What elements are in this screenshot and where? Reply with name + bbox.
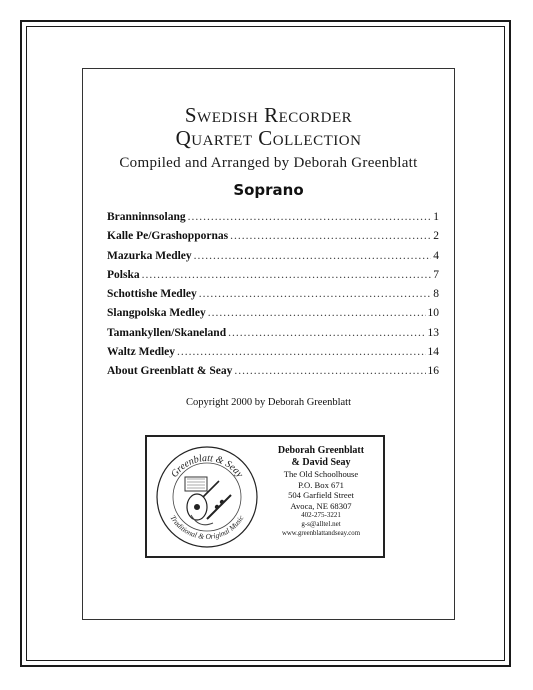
toc-entry [107, 269, 439, 288]
toc-page: 14 [427, 346, 439, 359]
greenblatt-seay-logo [151, 441, 263, 553]
toc-title: Tamankyllen/Skaneland [107, 326, 227, 339]
toc-page: 1 [433, 211, 439, 223]
toc-leader [234, 365, 425, 377]
toc-page: 13 [427, 326, 439, 339]
part-name: Soprano [233, 181, 304, 199]
toc-title: Waltz Medley [107, 346, 176, 359]
email-address: g-s@alltel.net [301, 520, 341, 528]
toc-leader [208, 307, 426, 319]
subtitle: Compiled and Arranged by Deborah Greenblatt [119, 155, 418, 171]
toc-entry [107, 211, 439, 230]
toc-page: 7 [433, 268, 439, 281]
toc-leader [188, 211, 432, 223]
toc-title: Branninnsolang [107, 211, 186, 223]
toc-title: Slangpolska Medley [107, 307, 206, 320]
toc-entry [107, 327, 439, 346]
svg-text:Traditional & Original Music: Traditional & Original Music [168, 513, 246, 542]
address-line: Avoca, NE 68307 [290, 500, 352, 511]
toc-leader [228, 327, 425, 339]
toc-page: 10 [427, 307, 439, 320]
phone-number: 402-275-3221 [301, 511, 341, 519]
table-of-contents [107, 211, 439, 385]
title-line-2: Quartet Collection [175, 126, 362, 150]
title-line-1: Swedish Recorder [184, 103, 353, 127]
toc-entry [107, 307, 439, 326]
toc-leader [199, 288, 431, 300]
toc-page: 16 [427, 365, 439, 378]
toc-entry [107, 288, 439, 307]
contact-info [259, 445, 383, 538]
toc-title: Mazurka Medley [107, 249, 192, 262]
website-url: www.greenblattandseay.com [281, 530, 360, 537]
toc-entry [107, 230, 439, 249]
toc-title: Schottishe Medley [107, 288, 197, 301]
toc-title: About Greenblatt & Seay [107, 365, 233, 378]
toc-page: 2 [433, 230, 439, 243]
svg-text:Greenblatt & Seay: Greenblatt & Seay [168, 452, 246, 480]
toc-leader [142, 269, 432, 281]
toc-leader [194, 250, 432, 262]
title-page [82, 68, 455, 620]
address-line: The Old Schoolhouse [283, 469, 359, 479]
address-line: P.O. Box 671 [298, 479, 344, 490]
business-card [145, 435, 385, 558]
toc-entry [107, 250, 439, 269]
toc-entry [107, 346, 439, 365]
copyright-notice: Copyright 2000 by Deborah Greenblatt [185, 397, 352, 408]
contact-name-2: & David Seay [291, 457, 351, 468]
toc-leader [230, 230, 431, 242]
toc-title: Kalle Pe/Grashoppornas [107, 230, 229, 243]
contact-name-1: Deborah Greenblatt [277, 445, 365, 456]
address-line: 504 Garfield Street [288, 490, 354, 500]
toc-page: 8 [433, 288, 439, 301]
toc-leader [177, 346, 425, 358]
toc-title: Polska [107, 268, 140, 281]
toc-entry [107, 365, 439, 384]
toc-page: 4 [433, 249, 439, 262]
